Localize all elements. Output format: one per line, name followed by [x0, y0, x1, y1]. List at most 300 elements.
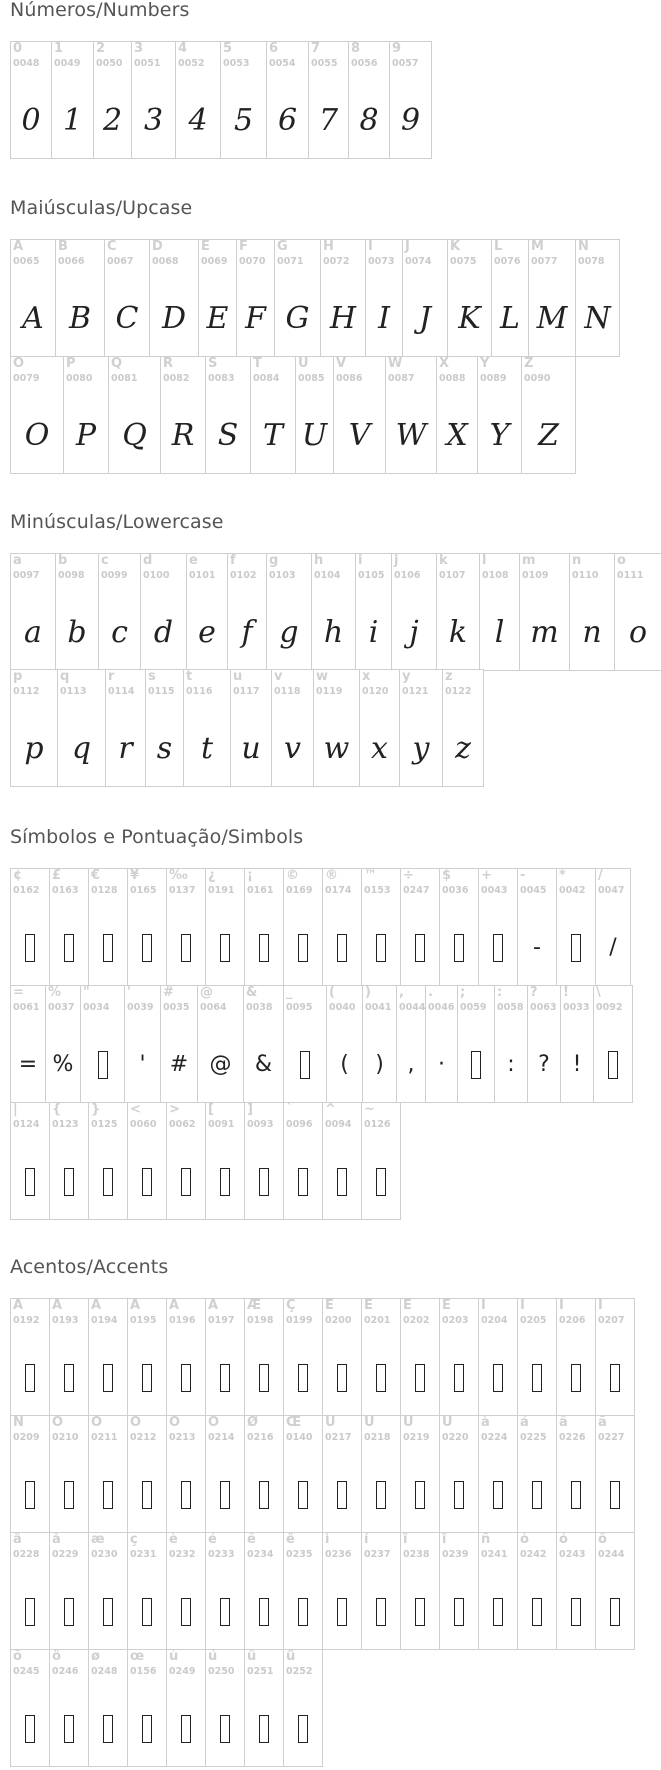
glyph-cell	[439, 1532, 479, 1650]
glyph-cell	[244, 1415, 284, 1533]
glyph-code: 0202	[403, 1315, 430, 1326]
glyph-code: 0209	[13, 1432, 40, 1443]
glyph-sample: Q	[122, 418, 147, 453]
glyph-character: !	[563, 985, 569, 1000]
glyph-code: 0122	[445, 686, 472, 697]
missing-glyph-box-icon	[610, 1481, 620, 1509]
glyph-character: 3	[134, 41, 144, 56]
glyph-cell	[131, 41, 176, 159]
glyph-sample: U	[301, 418, 328, 453]
glyph-character: ¢	[13, 868, 23, 883]
glyph-cell	[205, 868, 245, 986]
glyph-code: 0216	[247, 1432, 274, 1443]
glyph-code: 0080	[66, 373, 93, 384]
glyph-cell	[322, 1102, 362, 1220]
glyph-character: a	[13, 553, 22, 568]
glyph-code: 0137	[169, 885, 196, 896]
glyph-sample: m	[530, 615, 559, 650]
missing-glyph-box-icon	[362, 1145, 400, 1219]
glyph-code: 0234	[247, 1549, 274, 1560]
glyph-character: b	[58, 553, 68, 568]
missing-glyph-box-icon	[206, 1145, 244, 1219]
glyph-code: 0140	[286, 1432, 313, 1443]
missing-glyph-box-icon	[415, 1598, 425, 1626]
glyph-cell	[436, 356, 478, 474]
glyph-code: 0231	[130, 1549, 157, 1560]
missing-glyph-box-icon	[323, 911, 361, 985]
glyph-cell	[166, 1532, 206, 1650]
glyph-sample: s	[156, 731, 173, 766]
missing-glyph-box-icon	[532, 1598, 542, 1626]
glyph-sample: h	[323, 615, 344, 650]
glyph-code: 0112	[13, 686, 40, 697]
missing-glyph-box-icon	[337, 1598, 347, 1626]
glyph-cell	[355, 553, 392, 671]
glyph-sample: C	[115, 301, 139, 336]
glyph-sample: c	[111, 615, 128, 650]
glyph-cell	[478, 1298, 518, 1416]
glyph-character: (	[329, 985, 335, 1000]
missing-glyph-box-icon	[128, 1145, 166, 1219]
glyph-sample: I	[378, 301, 390, 336]
glyph-cell	[10, 41, 52, 159]
glyph-character: B	[58, 239, 68, 254]
missing-glyph-box-icon	[89, 1145, 127, 1219]
glyph-character: l	[482, 553, 487, 568]
glyph-character: ó	[559, 1532, 568, 1547]
glyph-code: 0094	[325, 1119, 352, 1130]
glyph-code: 0096	[286, 1119, 313, 1130]
glyph-character: |	[13, 1102, 18, 1117]
missing-glyph-box-icon	[376, 1364, 386, 1392]
glyph-character: L	[494, 239, 503, 254]
glyph-cell	[197, 985, 244, 1103]
missing-glyph-box-icon	[103, 1598, 113, 1626]
glyph-code: 0174	[325, 885, 352, 896]
missing-glyph-box-icon	[167, 1145, 205, 1219]
missing-glyph-box-icon	[323, 1341, 361, 1415]
glyph-character: ©	[286, 868, 299, 883]
missing-glyph-box-icon	[128, 911, 166, 985]
missing-glyph-box-icon	[298, 1715, 308, 1743]
glyph-sample: J	[418, 301, 432, 336]
glyph-character: \	[596, 985, 601, 1000]
glyph-cell	[614, 553, 661, 671]
glyph-cell	[183, 669, 231, 787]
missing-glyph-box-icon	[25, 1168, 35, 1196]
glyph-cell	[311, 553, 356, 671]
glyph-cell	[10, 669, 58, 787]
glyph-code: 0052	[178, 58, 205, 69]
glyph-code: 0161	[247, 885, 274, 896]
glyph-character: ö	[52, 1649, 61, 1664]
glyph-cell	[160, 985, 198, 1103]
glyph-code: 0070	[239, 256, 266, 267]
glyph-character: ?	[530, 985, 538, 1000]
glyph-character: o	[617, 553, 626, 568]
missing-glyph-box-icon	[220, 1715, 230, 1743]
glyph-cell	[127, 1532, 167, 1650]
missing-glyph-box-icon	[142, 934, 152, 962]
glyph-sample: F	[245, 301, 266, 336]
glyph-character: å	[52, 1532, 61, 1547]
missing-glyph-box-icon	[571, 1481, 581, 1509]
glyph-code: 0097	[13, 570, 40, 581]
glyph-character: ã	[598, 1415, 607, 1430]
glyph-cell	[10, 1102, 50, 1220]
glyph-code: 0062	[169, 1119, 196, 1130]
glyph-cell	[88, 1298, 128, 1416]
glyph-cell	[51, 41, 94, 159]
missing-glyph-box-icon	[493, 1598, 503, 1626]
glyph-code: 0243	[559, 1549, 586, 1560]
missing-glyph-box-icon	[89, 911, 127, 985]
missing-glyph-box-icon	[259, 1598, 269, 1626]
missing-glyph-box-icon	[11, 911, 49, 985]
glyph-cell	[478, 1415, 518, 1533]
missing-glyph-box-icon	[206, 911, 244, 985]
glyph-character: ÷	[403, 868, 414, 883]
glyph-sample: 0	[21, 103, 41, 138]
glyph-character: é	[208, 1532, 217, 1547]
glyph-cell	[439, 1415, 479, 1533]
missing-glyph-box-icon	[181, 1598, 191, 1626]
glyph-code: 0205	[520, 1315, 547, 1326]
glyph-code: 0217	[325, 1432, 352, 1443]
missing-glyph-box-icon	[25, 1481, 35, 1509]
glyph-code: 0068	[152, 256, 179, 267]
glyph-character: à	[481, 1415, 490, 1430]
missing-glyph-box-icon	[493, 1364, 503, 1392]
glyph-code: 0054	[269, 58, 296, 69]
glyph-cell	[140, 553, 187, 671]
glyph-character: õ	[13, 1649, 22, 1664]
missing-glyph-box-icon	[479, 1458, 517, 1532]
missing-glyph-box-icon	[245, 1458, 283, 1532]
glyph-code: 0110	[572, 570, 599, 581]
missing-glyph-box-icon	[11, 1458, 49, 1532]
glyph-sample: w	[323, 731, 350, 766]
glyph-cell	[244, 1532, 284, 1650]
glyph-cell	[127, 1415, 167, 1533]
glyph-character: K	[450, 239, 461, 254]
missing-glyph-box-icon	[440, 1341, 478, 1415]
glyph-character: )	[365, 985, 371, 1000]
glyph-code: 0105	[358, 570, 385, 581]
missing-glyph-box-icon	[167, 911, 205, 985]
missing-glyph-box-icon	[25, 1715, 35, 1743]
missing-glyph-box-icon	[89, 1341, 127, 1415]
missing-glyph-box-icon	[594, 1028, 632, 1102]
missing-glyph-box-icon	[220, 934, 230, 962]
glyph-character: ï	[442, 1532, 447, 1547]
glyph-character: 0	[13, 41, 23, 56]
glyph-cell	[10, 1298, 50, 1416]
glyph-cell	[274, 239, 321, 357]
glyph-sample: /	[609, 935, 617, 960]
glyph-cell	[266, 41, 309, 159]
glyph-code: 0120	[362, 686, 389, 697]
glyph-character: e	[189, 553, 198, 568]
glyph-sample: p	[24, 731, 44, 766]
missing-glyph-box-icon	[518, 1341, 556, 1415]
glyph-sample: T	[262, 418, 283, 453]
missing-glyph-box-icon	[64, 934, 74, 962]
missing-glyph-box-icon	[493, 1481, 503, 1509]
glyph-character: ú	[208, 1649, 218, 1664]
glyph-character: ™	[364, 868, 377, 883]
glyph-code: 0066	[58, 256, 85, 267]
glyph-character: S	[208, 356, 218, 371]
glyph-code: 0123	[52, 1119, 79, 1130]
glyph-cell	[49, 1102, 89, 1220]
glyph-cell	[105, 669, 146, 787]
glyph-sample: x	[371, 731, 388, 766]
glyph-sample: H	[329, 301, 357, 336]
glyph-character: Â	[91, 1298, 102, 1313]
glyph-character: s	[148, 669, 156, 684]
glyph-character: 5	[223, 41, 233, 56]
missing-glyph-box-icon	[610, 1364, 620, 1392]
glyph-cell	[425, 985, 458, 1103]
glyph-cell	[361, 1415, 401, 1533]
glyph-character: Å	[208, 1298, 219, 1313]
missing-glyph-box-icon	[298, 1598, 308, 1626]
missing-glyph-box-icon	[479, 1341, 517, 1415]
missing-glyph-box-icon	[181, 1481, 191, 1509]
missing-glyph-box-icon	[532, 1364, 542, 1392]
glyph-character: 9	[392, 41, 402, 56]
glyph-character: i	[358, 553, 363, 568]
glyph-cell	[595, 1532, 635, 1650]
glyph-cell	[10, 356, 64, 474]
glyph-code: 0214	[208, 1432, 235, 1443]
glyph-code: 0103	[269, 570, 296, 581]
glyph-character: X	[439, 356, 450, 371]
glyph-code: 0126	[364, 1119, 391, 1130]
glyph-sample: L	[500, 301, 520, 336]
missing-glyph-box-icon	[471, 1051, 481, 1079]
glyph-cell	[447, 239, 492, 357]
glyph-cell	[295, 356, 334, 474]
glyph-code: 0224	[481, 1432, 508, 1443]
glyph-character: >	[169, 1102, 180, 1117]
missing-glyph-box-icon	[25, 1364, 35, 1392]
missing-glyph-box-icon	[167, 1341, 205, 1415]
glyph-sample: 9	[400, 103, 421, 138]
glyph-character: '	[127, 985, 131, 1000]
missing-glyph-box-icon	[518, 1458, 556, 1532]
glyph-sample: A	[22, 301, 44, 336]
glyph-code: 0162	[13, 885, 40, 896]
glyph-sample: V	[348, 418, 371, 453]
missing-glyph-box-icon	[220, 1364, 230, 1392]
glyph-code: 0247	[403, 885, 430, 896]
glyph-cell	[308, 41, 349, 159]
glyph-character: j	[394, 553, 399, 568]
glyph-sample: ,	[407, 1052, 415, 1077]
glyph-character: H	[323, 239, 334, 254]
glyph-code: 0194	[91, 1315, 118, 1326]
glyph-code: 0228	[13, 1549, 40, 1560]
glyph-character: P	[66, 356, 76, 371]
glyph-cell	[205, 1298, 245, 1416]
glyph-code: 0111	[617, 570, 644, 581]
missing-glyph-box-icon	[557, 911, 595, 985]
missing-glyph-box-icon	[454, 1598, 464, 1626]
glyph-code: 0116	[186, 686, 213, 697]
missing-glyph-box-icon	[298, 1481, 308, 1509]
glyph-cell	[49, 868, 89, 986]
glyph-cell	[10, 1532, 50, 1650]
glyph-character: G	[277, 239, 288, 254]
glyph-code: 0089	[480, 373, 507, 384]
missing-glyph-box-icon	[81, 1028, 124, 1102]
glyph-character: Ü	[442, 1415, 453, 1430]
glyph-cell	[569, 553, 615, 671]
glyph-cell	[528, 239, 576, 357]
glyph-character: y	[402, 669, 411, 684]
glyph-character: Œ	[286, 1415, 302, 1430]
glyph-character: x	[362, 669, 371, 684]
glyph-code: 0244	[598, 1549, 625, 1560]
glyph-code: 0249	[169, 1666, 196, 1677]
missing-glyph-box-icon	[206, 1458, 244, 1532]
glyph-sample: S	[217, 418, 239, 453]
glyph-sample: #	[169, 1052, 189, 1077]
missing-glyph-box-icon	[401, 1575, 439, 1649]
glyph-cell	[491, 239, 529, 357]
glyph-code: 0095	[286, 1002, 313, 1013]
glyph-code: 0124	[13, 1119, 40, 1130]
missing-glyph-box-icon	[89, 1575, 127, 1649]
missing-glyph-box-icon	[415, 1481, 425, 1509]
glyph-sample: g	[279, 615, 299, 650]
missing-glyph-box-icon	[376, 1598, 386, 1626]
glyph-character: #	[163, 985, 174, 1000]
glyph-sample: R	[171, 418, 195, 453]
glyph-sample: 6	[277, 103, 298, 138]
glyph-sample: ?	[538, 1052, 550, 1077]
glyph-cell	[55, 239, 105, 357]
glyph-code: 0087	[388, 373, 415, 384]
glyph-character: Ò	[52, 1415, 64, 1430]
glyph-cell	[477, 356, 522, 474]
missing-glyph-box-icon	[362, 911, 400, 985]
glyph-code: 0203	[442, 1315, 469, 1326]
glyph-character: û	[247, 1649, 257, 1664]
missing-glyph-box-icon	[596, 1458, 634, 1532]
glyph-character: "	[83, 985, 90, 1000]
glyph-cell	[593, 985, 633, 1103]
glyph-character: è	[169, 1532, 178, 1547]
glyph-character: í	[364, 1532, 369, 1547]
glyph-character: ø	[91, 1649, 100, 1664]
glyph-code: 0125	[91, 1119, 118, 1130]
glyph-code: 0047	[598, 885, 625, 896]
glyph-cell	[166, 868, 206, 986]
glyph-code: 0237	[364, 1549, 391, 1560]
glyph-code: 0248	[91, 1666, 118, 1677]
glyph-character: ò	[520, 1532, 529, 1547]
glyph-cell	[494, 985, 528, 1103]
glyph-code: 0219	[403, 1432, 430, 1443]
glyph-cell	[205, 356, 251, 474]
glyph-cell	[205, 1102, 245, 1220]
missing-glyph-box-icon	[220, 1598, 230, 1626]
glyph-character: ¥	[130, 868, 140, 883]
glyph-cell	[88, 1102, 128, 1220]
missing-glyph-box-icon	[401, 1341, 439, 1415]
glyph-cell	[439, 1298, 479, 1416]
glyph-character: Ø	[247, 1415, 259, 1430]
glyph-code: 0069	[201, 256, 228, 267]
glyph-cell	[98, 553, 141, 671]
glyph-sample: &	[254, 1052, 273, 1077]
glyph-character: 8	[351, 41, 361, 56]
glyph-cell	[63, 356, 109, 474]
glyph-character: 1	[54, 41, 64, 56]
glyph-character: Ç	[286, 1298, 296, 1313]
missing-glyph-box-icon	[50, 1458, 88, 1532]
glyph-character: â	[559, 1415, 568, 1430]
glyph-character: ~	[364, 1102, 375, 1117]
missing-glyph-box-icon	[142, 1168, 152, 1196]
missing-glyph-box-icon	[440, 1458, 478, 1532]
glyph-cell	[400, 1415, 440, 1533]
glyph-character: -	[520, 868, 526, 883]
glyph-code: 0036	[442, 885, 469, 896]
glyph-character: u	[233, 669, 243, 684]
glyph-code: 0232	[169, 1549, 196, 1560]
glyph-character: È	[325, 1298, 334, 1313]
glyph-character: O	[13, 356, 25, 371]
missing-glyph-box-icon	[50, 911, 88, 985]
missing-glyph-box-icon	[64, 1168, 74, 1196]
glyph-code: 0059	[460, 1002, 487, 1013]
glyph-cell	[127, 1649, 167, 1767]
glyph-sample: z	[455, 731, 471, 766]
glyph-code: 0226	[559, 1432, 586, 1443]
glyph-sample: t	[200, 731, 214, 766]
glyph-cell	[359, 669, 400, 787]
missing-glyph-box-icon	[245, 1341, 283, 1415]
glyph-code: 0037	[48, 1002, 75, 1013]
glyph-code: 0035	[163, 1002, 190, 1013]
glyph-character: +	[481, 868, 492, 883]
glyph-code: 0078	[578, 256, 605, 267]
glyph-character: ù	[169, 1649, 179, 1664]
glyph-code: 0057	[392, 58, 419, 69]
missing-glyph-box-icon	[284, 911, 322, 985]
missing-glyph-box-icon	[167, 1575, 205, 1649]
glyph-code: 0060	[130, 1119, 157, 1130]
glyph-code: 0199	[286, 1315, 313, 1326]
missing-glyph-box-icon	[64, 1364, 74, 1392]
glyph-character: m	[522, 553, 536, 568]
missing-glyph-box-icon	[259, 1715, 269, 1743]
glyph-cell	[243, 985, 284, 1103]
glyph-sample: !	[572, 1052, 582, 1077]
missing-glyph-box-icon	[167, 1692, 205, 1766]
glyph-cell	[220, 41, 267, 159]
glyph-cell	[49, 1532, 89, 1650]
glyph-cell	[55, 553, 99, 671]
glyph-sample: 2	[102, 103, 123, 138]
glyph-cell	[478, 1532, 518, 1650]
glyph-character: A	[13, 239, 24, 254]
glyph-sample: W	[395, 418, 427, 453]
